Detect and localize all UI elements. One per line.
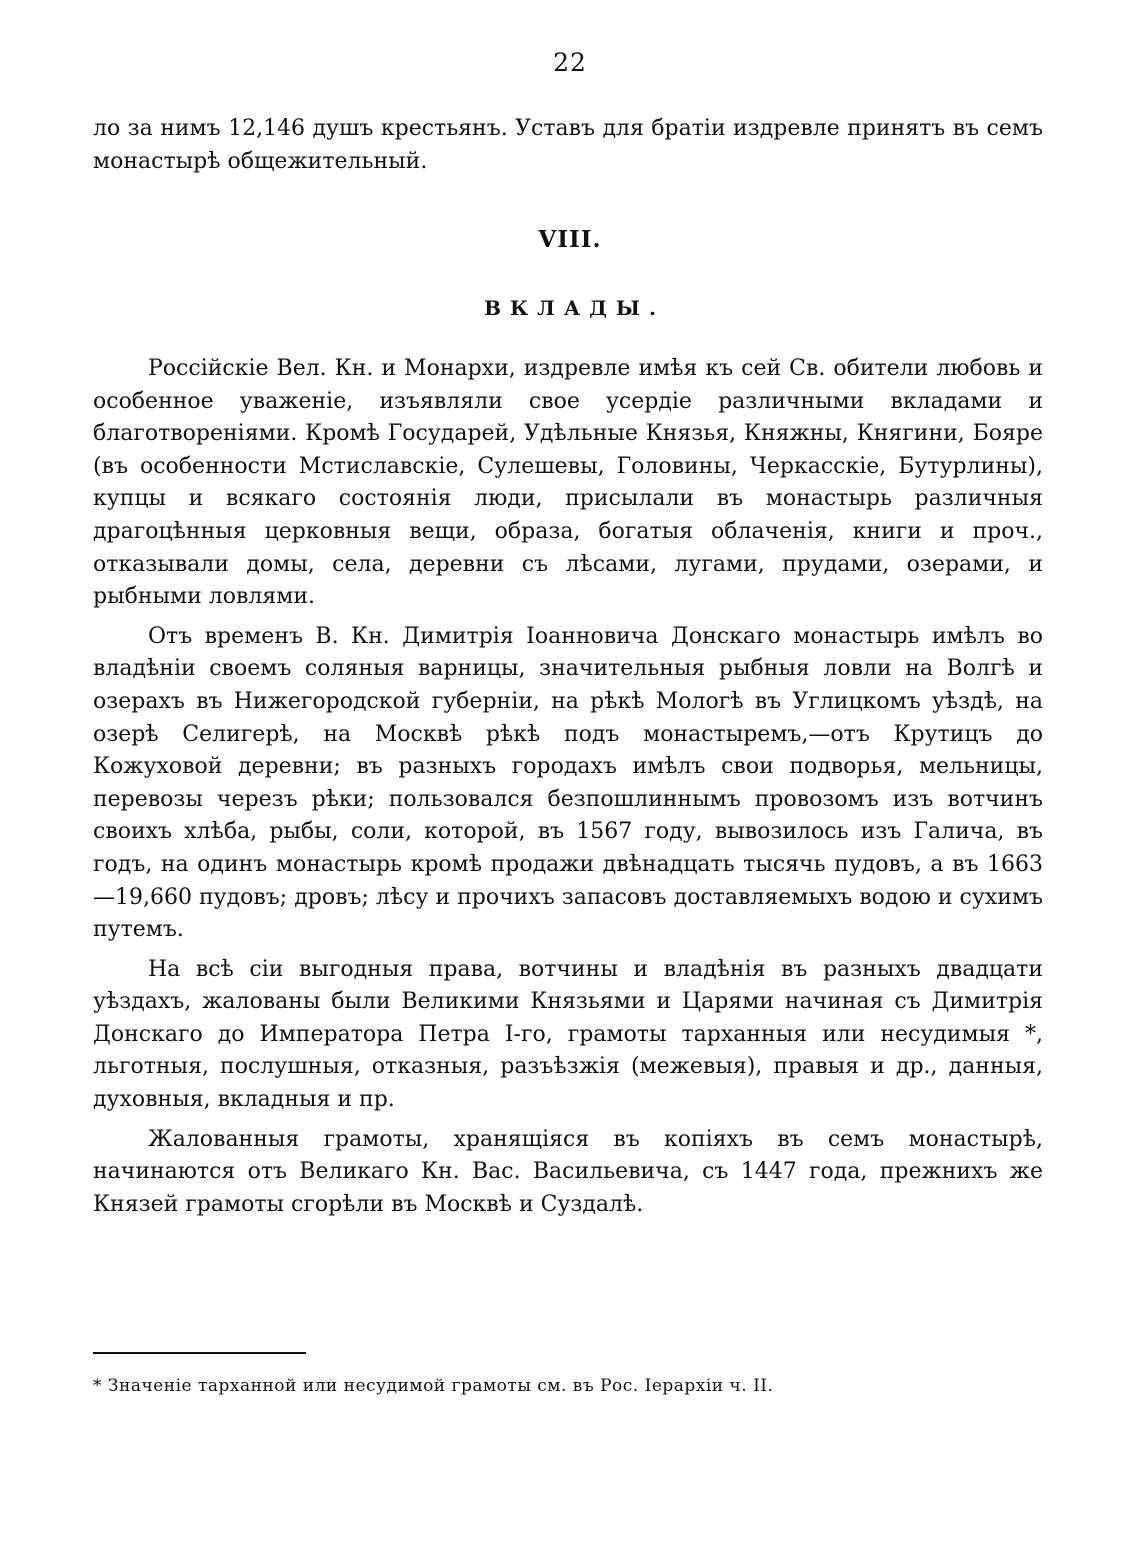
footnote-divider xyxy=(93,1352,306,1354)
footnote: * Значенiе тарханной или несудимой грамоты см. въ Рос. Iерархiи ч. II. xyxy=(93,1376,774,1396)
section-number: VIII. xyxy=(538,226,602,253)
section-title: ВКЛАДЫ. xyxy=(484,296,665,320)
section-body xyxy=(93,353,1043,1228)
continuation-paragraph: ло за нимъ 12,146 душъ крестьянъ. Уставъ для братiи издревле принятъ въ семъ монастырѣ общежительный. xyxy=(93,116,1043,174)
page-number: 22 xyxy=(553,48,587,77)
paragraph-1: Россiйскiе Вел. Кн. и Монархи, издревле имѣя къ сей Св. обители любовь и особенное уваженiе, изъявляли свое усердiе различными вкладами и благотворенiями. Кромѣ Государей, Удѣльные Князья, Княжны, Княгини, Бояре (въ особенности Мстиславскiе, Сулешевы, Головины, Черкасскiе, Бутурлины), купцы и всякаго состоянiя люди, присылали въ монастырь различныя драгоцѣнныя церковныя вещи, образа, богатыя облаченiя, книги и проч., отказывали домы, села, деревни съ лѣсами, лугами, прудами, озерами, и рыбными ловлями. xyxy=(93,356,1043,610)
paragraph-3: На всѣ сiи выгодныя права, вотчины и владѣнiя въ разныхъ двадцати уѣздахъ, жалованы были Великими Князьями и Царями начиная съ Димитрiя Донскаго до Императора Петра I-го, грамоты тарханныя или несудимыя *, льготныя, послушныя, отказныя, разъѣзжiя (межевыя), правыя и др., данныя, духовныя, вкладныя и пр. xyxy=(93,956,1043,1113)
paragraph-2: Отъ временъ В. Кн. Димитрiя Iоанновича Донскаго монастырь имѣлъ во владѣнiи своемъ соляныя варницы, значительныя рыбныя ловли на Волгѣ и озерахъ въ Нижегородской губернiи, на рѣкѣ Мологѣ въ Углицкомъ уѣздѣ, на озерѣ Селигерѣ, на Москвѣ рѣкѣ подъ монастыремъ,—отъ Крутицъ до Кожуховой деревни; въ разныхъ городахъ имѣлъ свои подворья, мельницы, перевозы черезъ рѣки; пользовался безпошлиннымъ провозомъ изъ вотчинъ своихъ хлѣба, рыбы, соли, которой, въ 1567 году, вывозилось изъ Галича, въ годъ, на одинъ монастырь кромѣ продажи двѣнадцать тысячь пудовъ, а въ 1663—19,660 пудовъ; дровъ; лѣсу и прочихъ запасовъ доставляемыхъ водою и сухимъ путемъ. xyxy=(93,623,1043,943)
paragraph-4: Жалованныя грамоты, хранящiяся въ копiяхъ въ семъ монастырѣ, начинаются отъ Великаго Кн. Вас. Васильевича, съ 1447 года, прежнихъ же Князей грамоты сгорѣли въ Москвѣ и Суздалѣ. xyxy=(93,1126,1043,1217)
